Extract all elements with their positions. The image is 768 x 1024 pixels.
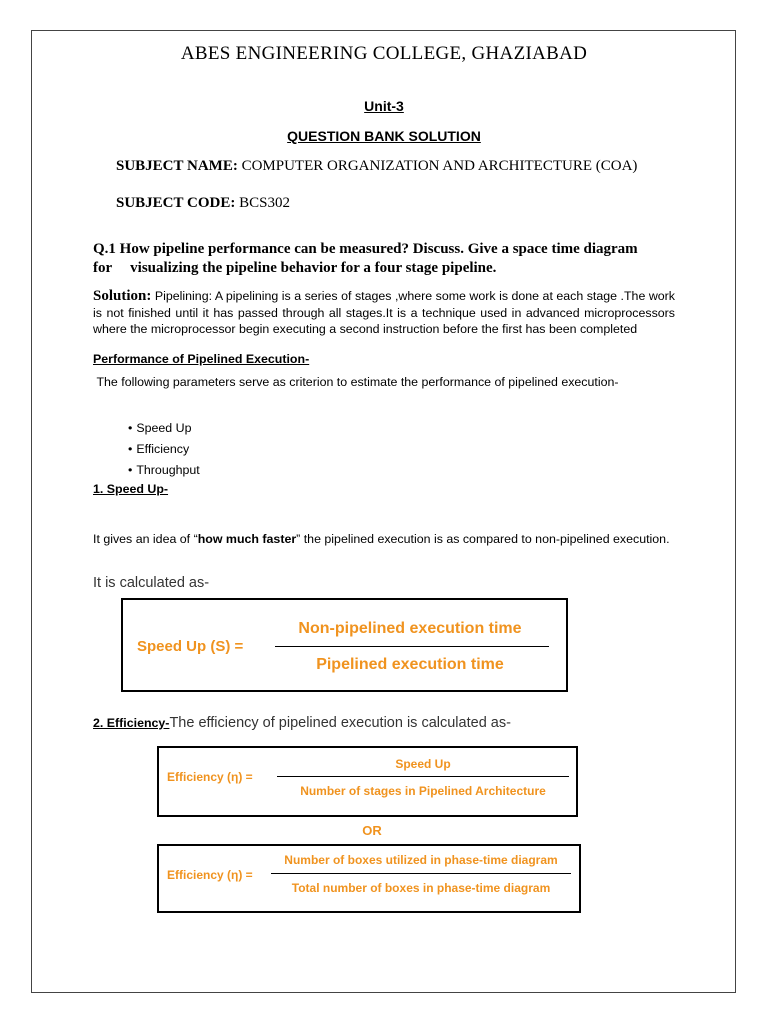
question-1 bbox=[93, 240, 683, 278]
speed-up-desc-prefix: It gives an idea of “ bbox=[93, 532, 198, 546]
speed-up-formula-denominator: Pipelined execution time bbox=[316, 656, 504, 673]
question-line-2 bbox=[93, 259, 683, 278]
unit-heading: Unit-3 bbox=[364, 98, 404, 114]
speed-up-fraction-line bbox=[275, 646, 549, 647]
speed-up-description bbox=[93, 531, 683, 548]
efficiency-formula-2-denominator: Total number of boxes in phase-time diagram bbox=[291, 881, 551, 895]
efficiency-formula-box-2 bbox=[157, 844, 581, 913]
speed-up-desc-bold: how much faster bbox=[197, 532, 297, 546]
solution-paragraph bbox=[93, 288, 675, 338]
performance-heading: Performance of Pipelined Execution- bbox=[93, 352, 310, 366]
efficiency-1-fraction-line bbox=[277, 776, 569, 777]
question-line-1: Q.1 How pipeline performance can be measured? Discuss. Give a space time diagram bbox=[93, 241, 638, 257]
speed-up-formula-numerator: Non-pipelined execution time bbox=[298, 620, 522, 637]
efficiency-text: The efficiency of pipelined execution is calculated as- bbox=[169, 715, 511, 731]
efficiency-2-fraction-line bbox=[271, 873, 571, 874]
solution-term: Pipelining bbox=[154, 289, 209, 303]
question-line-2-rest: visualizing the pipeline behavior for a four stage pipeline. bbox=[130, 260, 497, 276]
parameter-list bbox=[128, 418, 200, 481]
document-title: QUESTION BANK SOLUTION bbox=[287, 128, 481, 144]
subject-code-value: BCS302 bbox=[239, 195, 290, 211]
efficiency-formula-1-denominator: Number of stages in Pipelined Architecture bbox=[300, 784, 546, 798]
performance-intro bbox=[93, 374, 653, 391]
question-line-2-prefix: for bbox=[93, 260, 113, 276]
list-item: • Efficiency bbox=[128, 439, 200, 460]
efficiency-formula-box-1 bbox=[157, 746, 578, 817]
speed-up-formula-box bbox=[121, 598, 568, 692]
subject-code bbox=[116, 195, 290, 212]
speed-up-calc-text: It is calculated as- bbox=[93, 575, 210, 591]
subject-code-label: SUBJECT CODE: bbox=[116, 195, 236, 211]
performance-intro-text: The following parameters serve as criterion to estimate the performance of pipelined execution- bbox=[96, 375, 619, 389]
efficiency-formula-1-numerator: Speed Up bbox=[395, 757, 451, 771]
solution-text: : A pipelining is a series of stages ,where some work is done at each stage .The work is not finished until it has passed through all stages.It is a technique used in advanced microprocessors where the microprocessor begin executing a second instruction before the first has been completed bbox=[93, 289, 675, 337]
subject-name-label: SUBJECT NAME: bbox=[116, 158, 238, 174]
efficiency-heading: 2. Efficiency- bbox=[93, 716, 170, 730]
subject-name bbox=[116, 158, 637, 175]
list-item: • Speed Up bbox=[128, 418, 200, 439]
subject-name-value: COMPUTER ORGANIZATION AND ARCHITECTURE (COA) bbox=[241, 158, 638, 174]
or-separator: OR bbox=[362, 823, 382, 838]
speed-up-desc-suffix: ” the pipelined execution is as compared to non-pipelined execution. bbox=[296, 532, 670, 546]
list-item: • Throughput bbox=[128, 460, 200, 481]
college-name: ABES ENGINEERING COLLEGE, GHAZIABAD bbox=[180, 43, 588, 64]
efficiency-formula-2-numerator: Number of boxes utilized in phase-time diagram bbox=[284, 853, 558, 867]
solution-label: Solution: bbox=[93, 288, 152, 304]
speed-up-heading: 1. Speed Up- bbox=[93, 482, 169, 496]
efficiency-line bbox=[93, 715, 511, 731]
efficiency-formula-1-lhs: Efficiency (η) = bbox=[167, 770, 253, 784]
efficiency-formula-2-lhs: Efficiency (η) = bbox=[167, 868, 253, 882]
speed-up-formula-lhs: Speed Up (S) = bbox=[137, 638, 244, 655]
